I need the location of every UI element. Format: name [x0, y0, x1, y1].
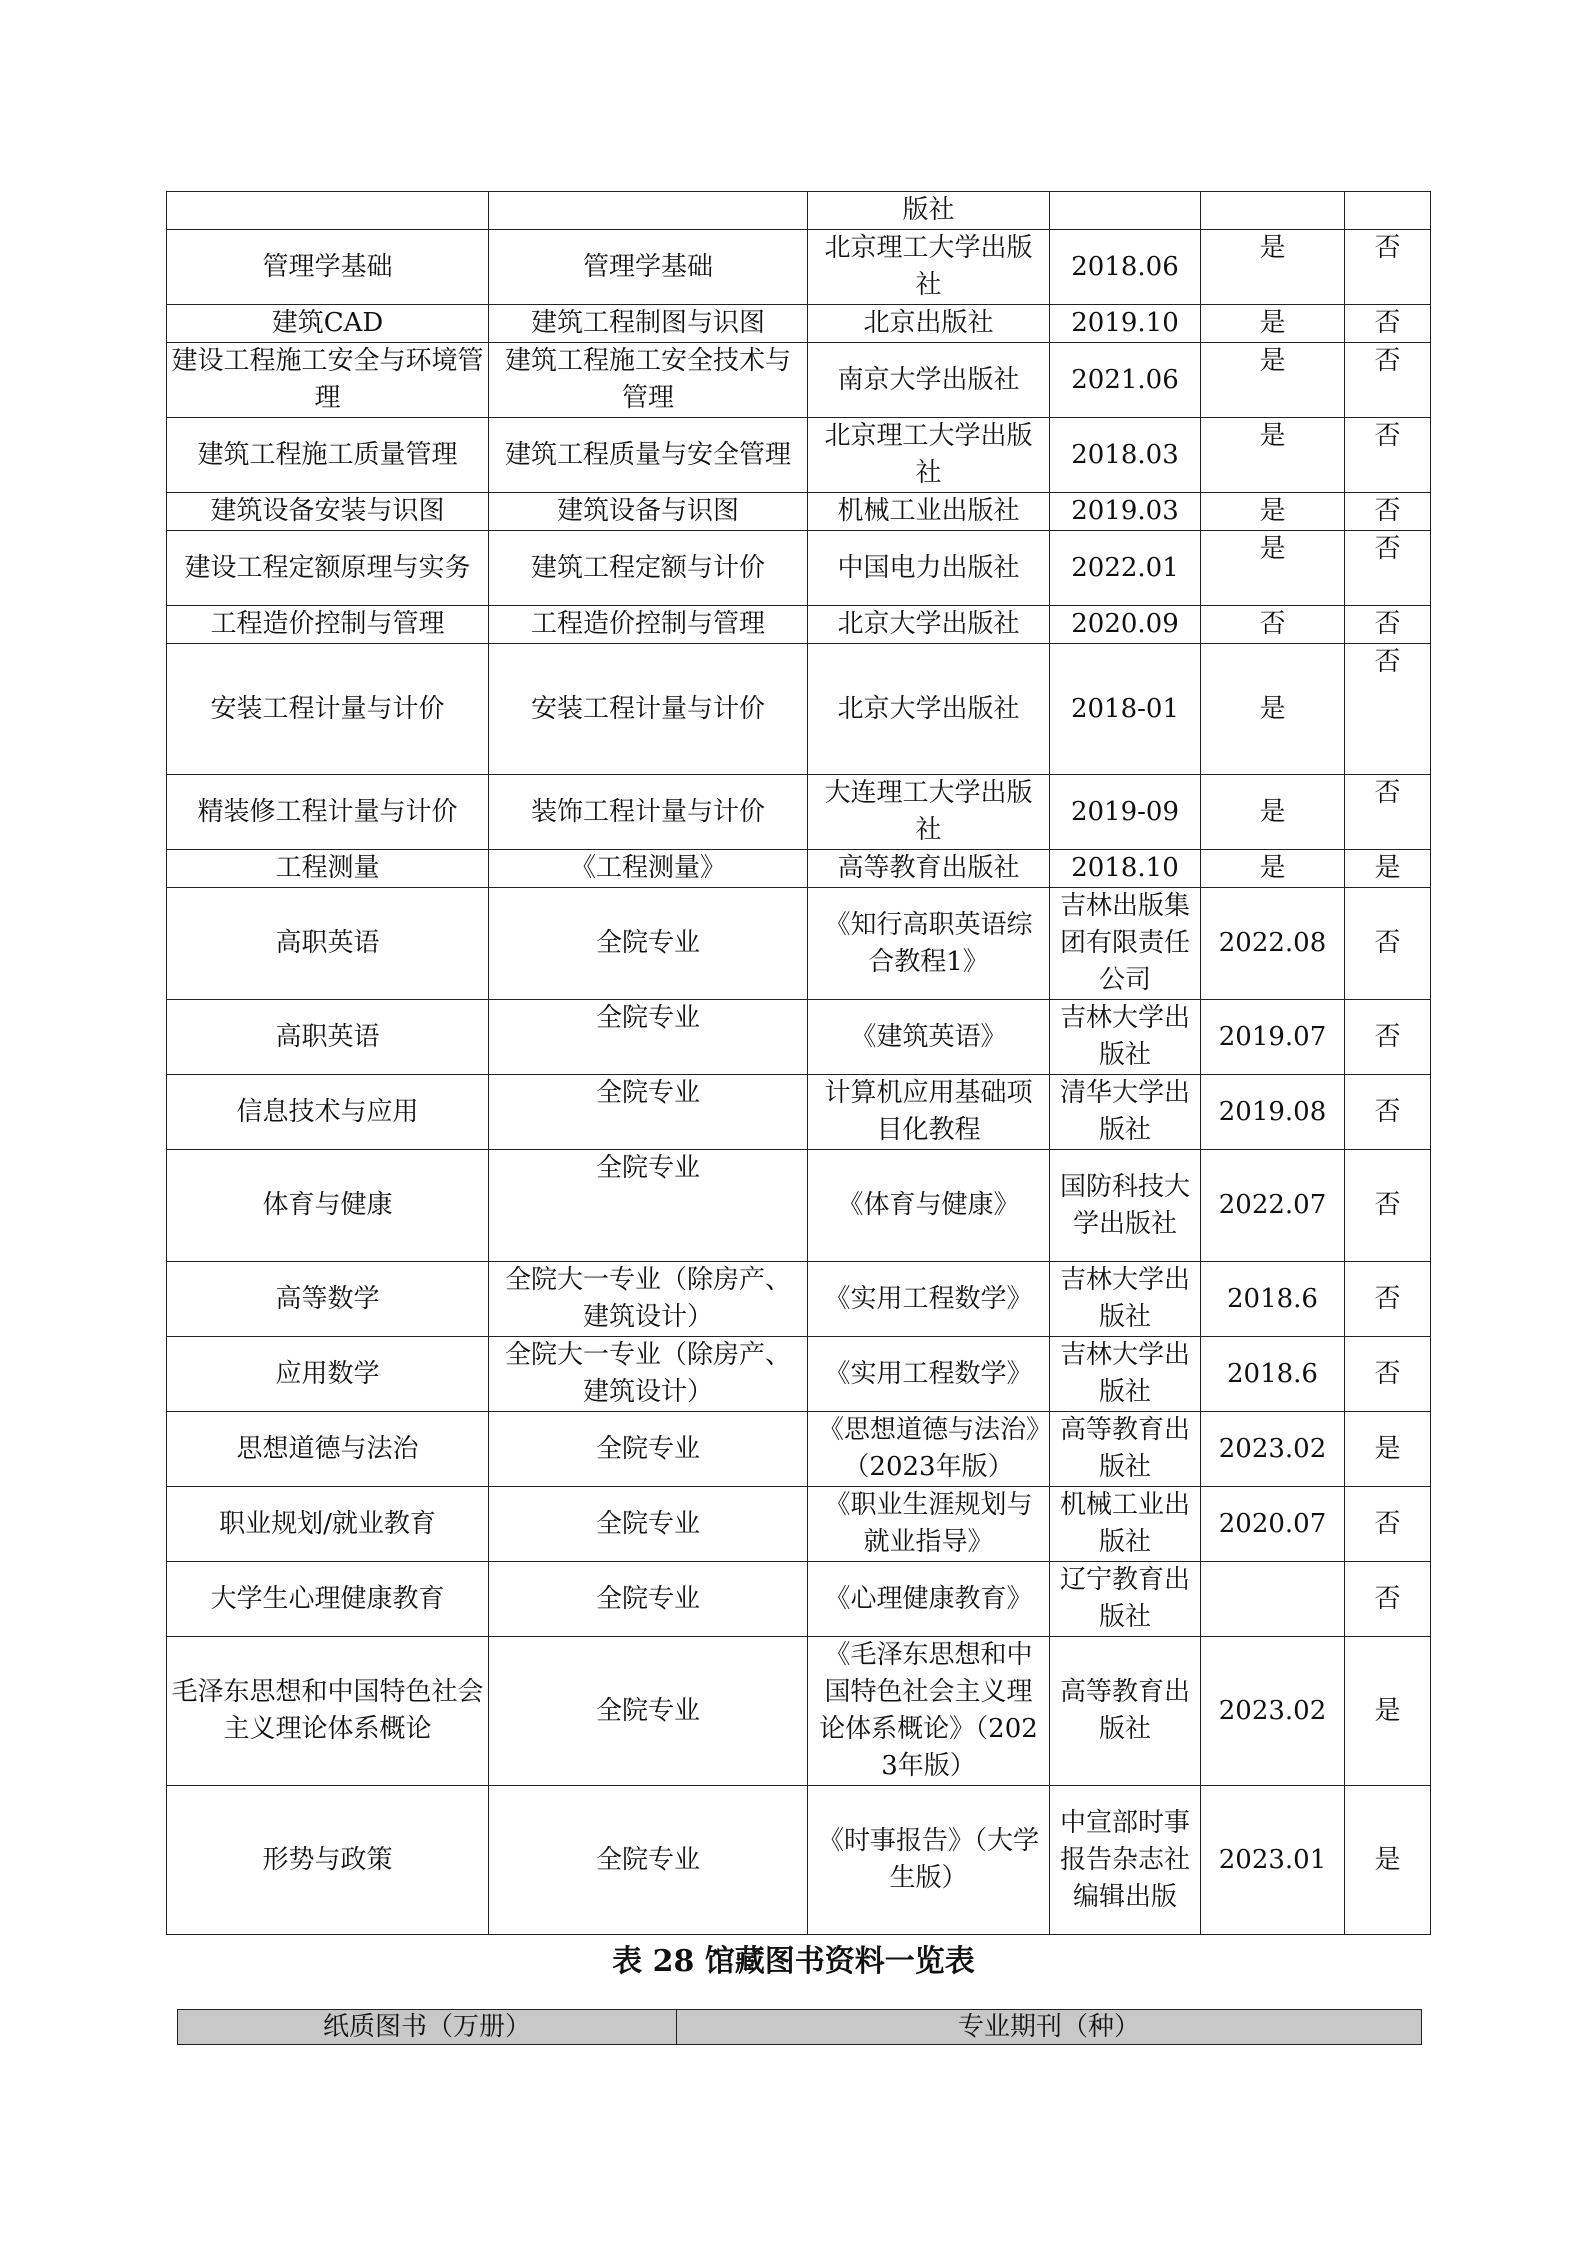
- table-cell: 2023.01: [1201, 1786, 1345, 1935]
- table-cell: 2019.07: [1201, 1000, 1345, 1075]
- table-cell: 2023.02: [1201, 1412, 1345, 1487]
- table-cell: 2023.02: [1201, 1637, 1345, 1786]
- table-cell: 建筑CAD: [167, 305, 489, 343]
- table-cell: 管理学基础: [167, 230, 489, 305]
- table-cell: 建设工程施工安全与环境管理: [167, 343, 489, 418]
- table-row: [167, 1562, 1431, 1637]
- table-cell: [1345, 192, 1431, 230]
- table-cell: 计算机应用基础项目化教程: [808, 1075, 1050, 1150]
- table-cell: 安装工程计量与计价: [489, 644, 808, 775]
- table-cell: 否: [1345, 1337, 1431, 1412]
- table-cell: 建筑工程质量与安全管理: [489, 418, 808, 493]
- table-cell: 《实用工程数学》: [808, 1337, 1050, 1412]
- table-row: [167, 493, 1431, 531]
- table-cell: 北京理工大学出版社: [808, 230, 1050, 305]
- table-cell: 清华大学出版社: [1050, 1075, 1201, 1150]
- table-cell: 高职英语: [167, 1000, 489, 1075]
- table-cell: 2022.07: [1201, 1150, 1345, 1262]
- table-cell: [167, 192, 489, 230]
- table-cell: 否: [1345, 230, 1431, 305]
- table-cell: 是: [1201, 644, 1345, 775]
- table-cell: 否: [1345, 1487, 1431, 1562]
- table-cell: 全院专业: [489, 1075, 808, 1150]
- table-cell: 国防科技大学出版社: [1050, 1150, 1201, 1262]
- table-cell: 2020.09: [1050, 606, 1201, 644]
- table-row: [167, 531, 1431, 606]
- table-cell: 否: [1345, 1000, 1431, 1075]
- table-cell: 否: [1345, 606, 1431, 644]
- table-cell: 建设工程定额原理与实务: [167, 531, 489, 606]
- table-cell: 2019.10: [1050, 305, 1201, 343]
- table-row: [167, 1637, 1431, 1786]
- table-row: [167, 888, 1431, 1000]
- table-cell: 吉林大学出版社: [1050, 1000, 1201, 1075]
- table-row: [167, 775, 1431, 850]
- table-cell: 中国电力出版社: [808, 531, 1050, 606]
- table-cell: 2018.03: [1050, 418, 1201, 493]
- table-cell: 机械工业出版社: [1050, 1487, 1201, 1562]
- table-cell: 北京大学出版社: [808, 606, 1050, 644]
- table-cell: 否: [1345, 775, 1431, 850]
- table-cell: 应用数学: [167, 1337, 489, 1412]
- table-row: [167, 1150, 1431, 1262]
- table-cell: 是: [1201, 531, 1345, 606]
- table-cell: 工程造价控制与管理: [167, 606, 489, 644]
- table-cell: 全院专业: [489, 1786, 808, 1935]
- table-cell: 2018.06: [1050, 230, 1201, 305]
- table-cell: 2018-01: [1050, 644, 1201, 775]
- library-holdings-table: [177, 2009, 1422, 2045]
- table-cell: 《心理健康教育》: [808, 1562, 1050, 1637]
- table-cell: 2021.06: [1050, 343, 1201, 418]
- table-cell: 否: [1201, 606, 1345, 644]
- table-cell: 是: [1345, 850, 1431, 888]
- table-cell: 否: [1345, 343, 1431, 418]
- table-cell: 高等教育出版社: [1050, 1637, 1201, 1786]
- table-row: [167, 1786, 1431, 1935]
- table-cell: 大连理工大学出版社: [808, 775, 1050, 850]
- table-cell: 是: [1201, 418, 1345, 493]
- table-row: [167, 1262, 1431, 1337]
- table-cell: 高等教育出版社: [1050, 1412, 1201, 1487]
- table-row: [167, 343, 1431, 418]
- table-cell: 辽宁教育出版社: [1050, 1562, 1201, 1637]
- table-cell: 《时事报告》（大学生版）: [808, 1786, 1050, 1935]
- table-cell: 工程造价控制与管理: [489, 606, 808, 644]
- table-cell: 机械工业出版社: [808, 493, 1050, 531]
- table-cell: 是: [1201, 850, 1345, 888]
- table-cell: 高等数学: [167, 1262, 489, 1337]
- table-cell: 全院大一专业（除房产、建筑设计）: [489, 1262, 808, 1337]
- table-cell: 全院专业: [489, 1412, 808, 1487]
- table-cell: [1050, 192, 1201, 230]
- table-cell: 建筑工程施工安全技术与管理: [489, 343, 808, 418]
- table-row: [167, 192, 1431, 230]
- table-cell: [489, 192, 808, 230]
- table-cell: 毛泽东思想和中国特色社会主义理论体系概论: [167, 1637, 489, 1786]
- table-cell: 是: [1345, 1412, 1431, 1487]
- table-cell: 管理学基础: [489, 230, 808, 305]
- table-caption: 表 28 馆藏图书资料一览表: [612, 1944, 975, 1979]
- table-cell: 2022.08: [1201, 888, 1345, 1000]
- table-cell: 吉林大学出版社: [1050, 1262, 1201, 1337]
- table-cell: 2022.01: [1050, 531, 1201, 606]
- table-cell: 否: [1345, 1562, 1431, 1637]
- table-cell: 是: [1201, 493, 1345, 531]
- table-cell: 是: [1201, 343, 1345, 418]
- table-cell: 北京大学出版社: [808, 644, 1050, 775]
- table-row: [167, 644, 1431, 775]
- table-cell: 《体育与健康》: [808, 1150, 1050, 1262]
- table-cell: 否: [1345, 888, 1431, 1000]
- table-cell: 2018.6: [1201, 1337, 1345, 1412]
- table-row: [167, 1412, 1431, 1487]
- header-journals: 专业期刊（种）: [677, 2010, 1422, 2045]
- table-row: [167, 418, 1431, 493]
- table-cell: 精装修工程计量与计价: [167, 775, 489, 850]
- table-cell: 工程测量: [167, 850, 489, 888]
- table-cell: 大学生心理健康教育: [167, 1562, 489, 1637]
- table-row: [167, 230, 1431, 305]
- table-cell: 版社: [808, 192, 1050, 230]
- table-row: [167, 850, 1431, 888]
- table-cell: 北京理工大学出版社: [808, 418, 1050, 493]
- table-cell: 高等教育出版社: [808, 850, 1050, 888]
- table-row: [167, 1000, 1431, 1075]
- table-cell: 是: [1345, 1637, 1431, 1786]
- table-cell: 否: [1345, 1262, 1431, 1337]
- table-row: [167, 1337, 1431, 1412]
- table-cell: 全院专业: [489, 888, 808, 1000]
- table-cell: 2019.03: [1050, 493, 1201, 531]
- table-cell: 是: [1201, 230, 1345, 305]
- table-row: [167, 606, 1431, 644]
- table-cell: 全院专业: [489, 1150, 808, 1262]
- table-cell: 《建筑英语》: [808, 1000, 1050, 1075]
- table-cell: 建筑设备安装与识图: [167, 493, 489, 531]
- table-cell: 全院专业: [489, 1487, 808, 1562]
- table-cell: 是: [1201, 305, 1345, 343]
- table-cell: 否: [1345, 493, 1431, 531]
- table-cell: 否: [1345, 305, 1431, 343]
- table-cell: 建筑工程定额与计价: [489, 531, 808, 606]
- table-cell: 装饰工程计量与计价: [489, 775, 808, 850]
- table-cell: 《思想道德与法治》（2023年版）: [808, 1412, 1050, 1487]
- table-cell: 2019-09: [1050, 775, 1201, 850]
- table-cell: 北京出版社: [808, 305, 1050, 343]
- table-cell: 2018.6: [1201, 1262, 1345, 1337]
- table-cell: 安装工程计量与计价: [167, 644, 489, 775]
- table-cell: 思想道德与法治: [167, 1412, 489, 1487]
- table-cell: 否: [1345, 644, 1431, 775]
- table-cell: 2018.10: [1050, 850, 1201, 888]
- table-cell: 吉林大学出版社: [1050, 1337, 1201, 1412]
- table-row: [167, 1487, 1431, 1562]
- table-row: [167, 305, 1431, 343]
- table-cell: 否: [1345, 418, 1431, 493]
- table-cell: 建筑设备与识图: [489, 493, 808, 531]
- textbook-table: [166, 191, 1431, 1935]
- table-cell: 《职业生涯规划与就业指导》: [808, 1487, 1050, 1562]
- table-cell: 否: [1345, 531, 1431, 606]
- table-cell: 南京大学出版社: [808, 343, 1050, 418]
- table-cell: 体育与健康: [167, 1150, 489, 1262]
- table-cell: 《工程测量》: [489, 850, 808, 888]
- table-cell: 全院专业: [489, 1562, 808, 1637]
- table-cell: 《知行高职英语综合教程1》: [808, 888, 1050, 1000]
- table-cell: 全院专业: [489, 1000, 808, 1075]
- table-row: [167, 1075, 1431, 1150]
- table-cell: 《毛泽东思想和中国特色社会主义理论体系概论》（2023年版）: [808, 1637, 1050, 1786]
- table-cell: 中宣部时事报告杂志社编辑出版: [1050, 1786, 1201, 1935]
- table-cell: 全院大一专业（除房产、建筑设计）: [489, 1337, 808, 1412]
- table-cell: 全院专业: [489, 1637, 808, 1786]
- table-cell: 建筑工程施工质量管理: [167, 418, 489, 493]
- table-cell: 否: [1345, 1075, 1431, 1150]
- table-cell: 形势与政策: [167, 1786, 489, 1935]
- table-header-row: [178, 2010, 1422, 2045]
- header-paper-books: 纸质图书（万册）: [178, 2010, 677, 2045]
- table-cell: 吉林出版集团有限责任公司: [1050, 888, 1201, 1000]
- table-cell: 职业规划/就业教育: [167, 1487, 489, 1562]
- table-cell: 《实用工程数学》: [808, 1262, 1050, 1337]
- table-cell: 2019.08: [1201, 1075, 1345, 1150]
- table-cell: [1201, 1562, 1345, 1637]
- table-cell: 是: [1201, 775, 1345, 850]
- table-cell: 否: [1345, 1150, 1431, 1262]
- table-cell: 是: [1345, 1786, 1431, 1935]
- table-cell: [1201, 192, 1345, 230]
- table-cell: 建筑工程制图与识图: [489, 305, 808, 343]
- table-cell: 2020.07: [1201, 1487, 1345, 1562]
- table-cell: 信息技术与应用: [167, 1075, 489, 1150]
- table-cell: 高职英语: [167, 888, 489, 1000]
